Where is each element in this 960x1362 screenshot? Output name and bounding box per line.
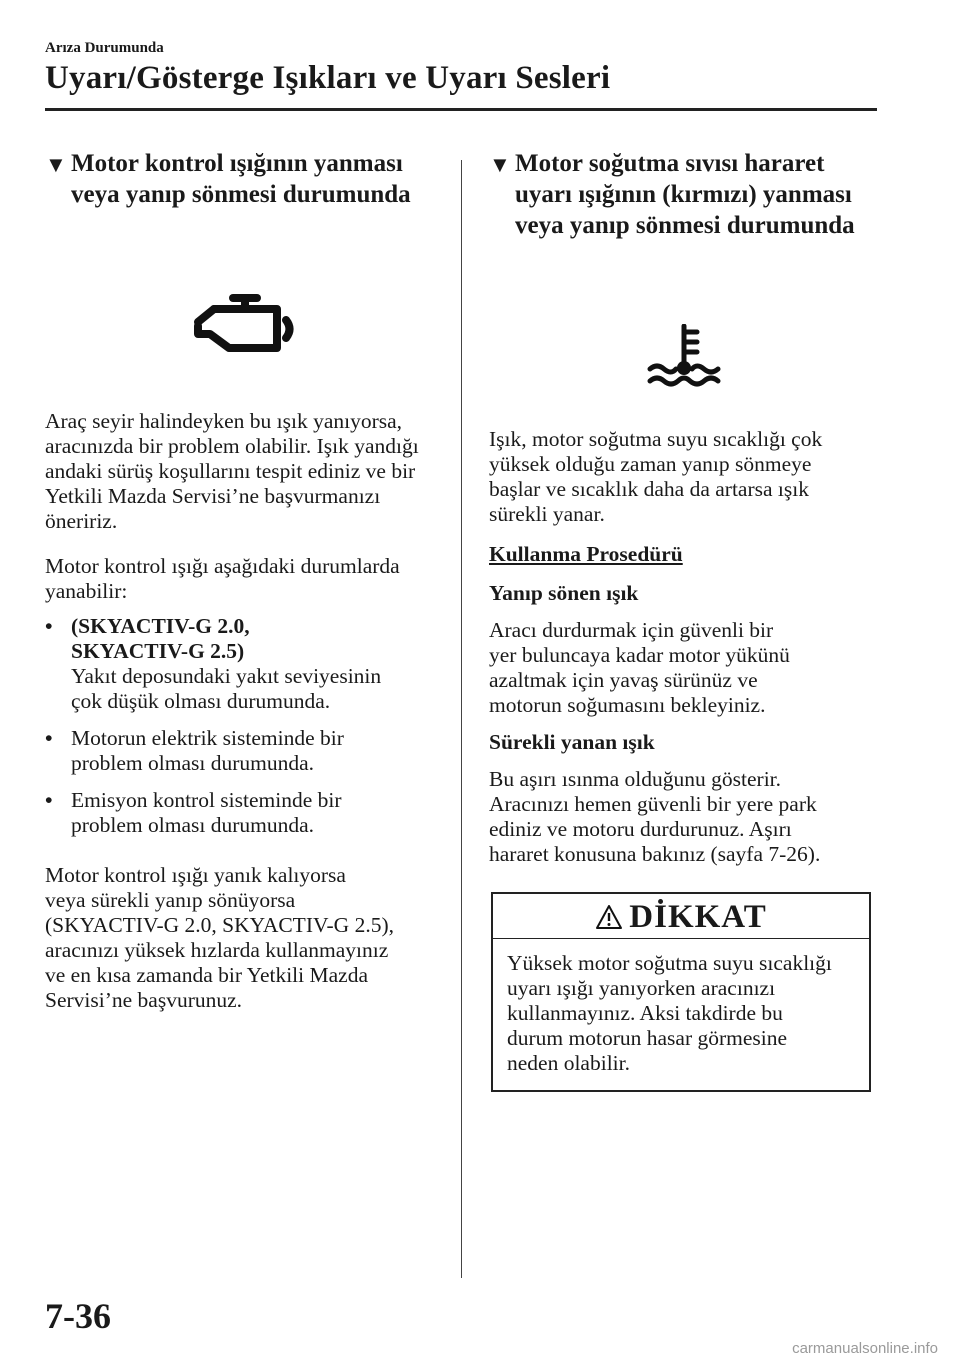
page-number: 7-36: [45, 1296, 111, 1336]
list-item: • (SKYACTIV-G 2.0, SKYACTIV-G 2.5) Yakıt deposundaki yakıt seviyesinin çok düşük olması durumunda.: [45, 614, 382, 713]
steady-light-title: Sürekli yanan ışık: [489, 730, 655, 754]
flashing-light-text: Aracı durdurmak için güvenli bir yer buluncaya kadar motor yükünü azaltmak için yavaş sürünüz ve motorun soğumasını bekleyiniz.: [489, 618, 790, 717]
caution-header: [493, 894, 869, 938]
watermark: carmanualsonline.info: [792, 1340, 938, 1357]
column-divider: [461, 160, 462, 1278]
triangle-down-icon: ▼: [45, 152, 67, 177]
coolant-paragraph-1: Işık, motor soğutma suyu sıcaklığı çok yüksek olduğu zaman yanıp sönmeye başlar ve sıcaklık daha da artarsa ışık sürekli yanar.: [489, 427, 823, 526]
coolant-temperature-icon: [489, 324, 879, 388]
list-item: • Emisyon kontrol sisteminde bir problem olması durumunda.: [45, 788, 342, 837]
coolant-heading: ▼ Motor soğutma sıvısı hararet uyarı ışığının (kırmızı) yanması veya yanıp sönmesi durumunda: [489, 150, 855, 239]
check-engine-paragraph-2: Motor kontrol ışığı aşağıdaki durumlarda yanabilir:: [45, 554, 400, 603]
steady-light-text: Bu aşırı ısınma olduğunu gösterir. Aracınızı hemen güvenli bir yere park ediniz ve motoru durdurunuz. Aşırı hararet konusuna bakınız (sayfa 7-26).: [489, 767, 821, 866]
list-item: • Motorun elektrik sisteminde bir problem olması durumunda.: [45, 726, 344, 775]
section-label: Arıza Durumunda: [45, 40, 164, 56]
left-column: [45, 148, 445, 1013]
check-engine-icon: [45, 294, 445, 360]
caution-title: DİKKAT: [629, 898, 767, 935]
bullet-icon: •: [45, 726, 53, 750]
flashing-light-title: Yanıp sönen ışık: [489, 581, 639, 605]
check-engine-paragraph-3: Motor kontrol ışığı yanık kalıyorsa veya sürekli yanıp sönüyorsa (SKYACTIV-G 2.0, SKYACTIV-G 2.5), aracınızı yüksek hızlarda kullanmayınız ve en kısa zamanda bir Yetkili Mazda Servisi’ne başvurunuz.: [45, 863, 394, 1012]
bullet-icon: •: [45, 788, 53, 812]
caution-text: Yüksek motor soğutma suyu sıcaklığı uyarı ışığı yanıyorken aracınızı kullanmayınız. Aksi takdirde bu durum motorun hasar görmesine neden olabilir.: [507, 951, 832, 1075]
condition-list: [45, 614, 445, 838]
procedure-title: Kullanma Prosedürü: [489, 542, 683, 566]
header-rule: [45, 108, 877, 111]
warning-triangle-icon: [595, 904, 623, 930]
right-column: [489, 148, 879, 1092]
triangle-down-icon: ▼: [489, 152, 511, 177]
chapter-title: Uyarı/Gösterge Işıkları ve Uyarı Sesleri: [45, 60, 611, 96]
caution-box: [491, 892, 871, 1092]
check-engine-paragraph-1: Araç seyir halindeyken bu ışık yanıyorsa, aracınızda bir problem olabilir. Işık yandığı andaki sürüş koşullarını tespit ediniz ve bir Yetkili Mazda Servisi’ne başvurmanızı öneririz.: [45, 409, 419, 533]
check-engine-heading: ▼ Motor kontrol ışığının yanması veya yanıp sönmesi durumunda: [45, 150, 411, 208]
bullet-icon: •: [45, 614, 53, 638]
